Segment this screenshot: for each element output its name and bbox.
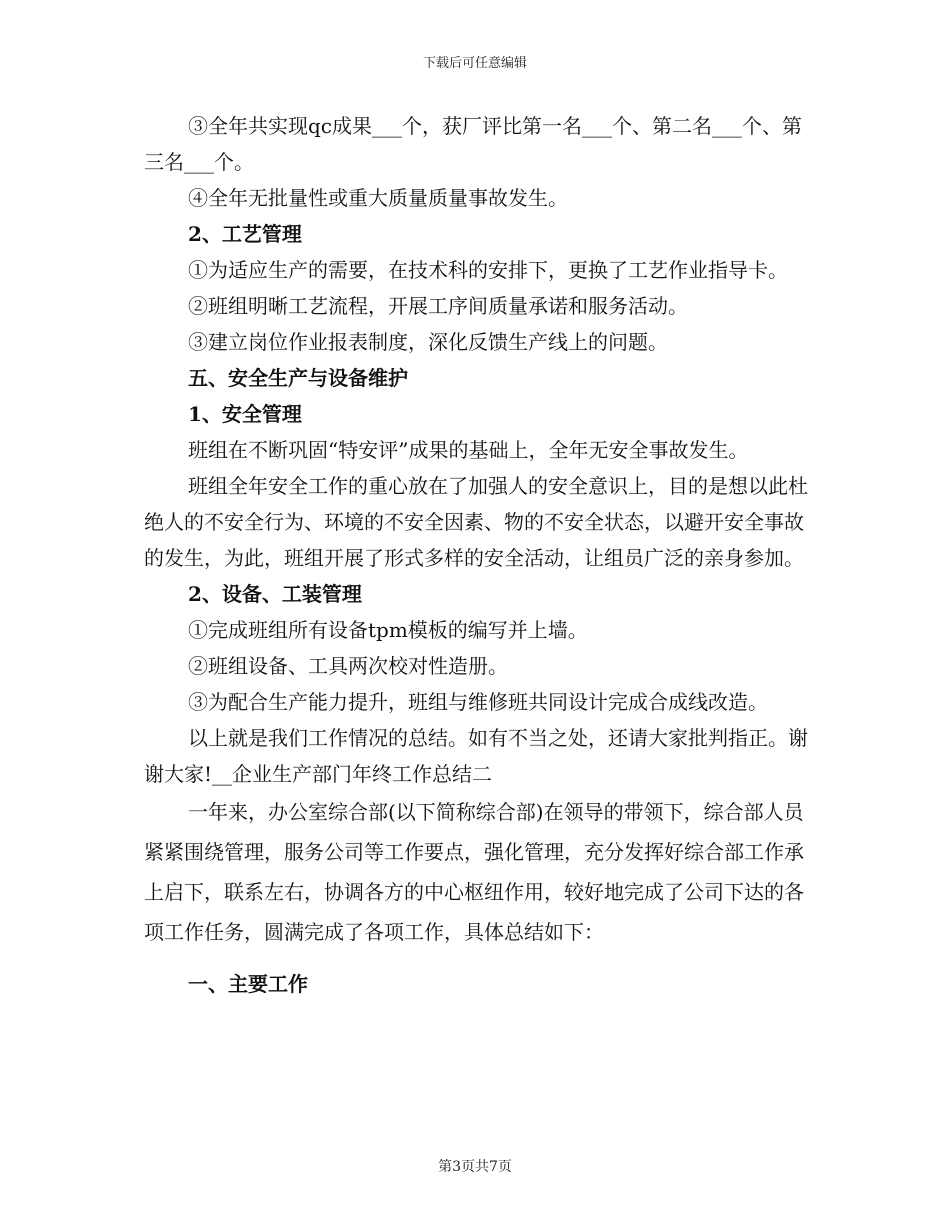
paragraph-tpm-template: ①完成班组所有设备tpm模板的编写并上墙。 [188,618,588,642]
paragraph-safety-awareness: 班组全年安全工作的重心放在了加强人的安全意识上，目的是想以此杜绝人的不安全行为、环境的不安全因素、物的不安全状态，以避开安全事故的发生，为此，班组开展了形式多样的安全活动，让组员广泛的亲身参加。 [144,474,808,570]
page-header: 下载后可任意编辑 [422,56,527,71]
document-body [144,108,808,1002]
paragraph-qc-results: ③全年共实现qc成果___个，获厂评比第一名___个、第二名___个、第三名___个。 [144,114,803,174]
heading-main-work: 一、主要工作 [188,972,308,996]
heading-safety-management: 1、安全管理 [188,402,302,426]
paragraph-report-system: ③建立岗位作业报表制度，深化反馈生产线上的问题。 [188,330,668,354]
paragraph-process-flow: ②班组明晰工艺流程，开展工序间质量承诺和服务活动。 [188,294,688,318]
paragraph-process-card: ①为适应生产的需要，在技术科的安排下，更换了工艺作业指导卡。 [188,258,788,282]
page-footer: 第3页共7页 [438,1159,512,1175]
heading-process-management: 2、工艺管理 [188,222,302,246]
paragraph-office-summary: 一年来，办公室综合部(以下简称综合部)在领导的带领下，综合部人员紧紧围绕管理，服务公司等工作要点，强化管理，充分发挥好综合部工作承上启下，联系左右，协调各方的中心枢纽作用，较好地完成了公司下达的各项工作任务，圆满完成了各项工作，具体总结如下： [144,800,804,944]
paragraph-tool-calibration: ②班组设备、工具两次校对性造册。 [188,654,508,678]
paragraph-no-safety-accidents: 班组在不断巩固“特安评”成果的基础上，全年无安全事故发生。 [188,438,749,462]
paragraph-line-renovation: ③为配合生产能力提升，班组与维修班共同设计完成合成线改造。 [188,690,768,714]
paragraph-no-quality-accidents: ④全年无批量性或重大质量质量事故发生。 [188,186,568,210]
heading-safety-equipment: 五、安全生产与设备维护 [188,366,408,390]
heading-equipment-management: 2、设备、工装管理 [188,582,362,606]
paragraph-conclusion: 以上就是我们工作情况的总结。如有不当之处，还请大家批判指正。谢谢大家!__企业生产部门年终工作总结二 [144,726,808,786]
